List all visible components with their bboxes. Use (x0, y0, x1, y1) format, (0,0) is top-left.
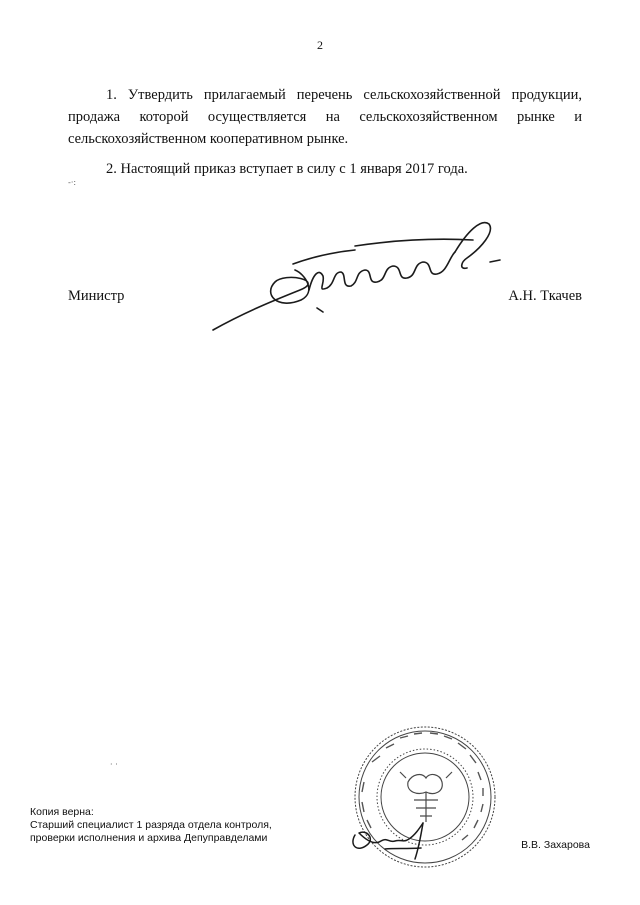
paragraph-2: 2. Настоящий приказ вступает в силу с 1 января 2017 года. (106, 161, 468, 177)
paragraph-1: 1. Утвердить прилагаемый перечень сельскохозяйственной продукции, продажа которой осуществляется на сельскохозяйственном рынке и сельскохозяйственном кооперативном рынке. (68, 87, 582, 147)
scan-speck: · · (110, 760, 118, 769)
copy-certification-line: Старший специалист 1 разряда отдела контроля, (30, 819, 272, 831)
certifier-name: В.В. Захарова (521, 839, 590, 851)
minister-name: А.Н. Ткачев (508, 288, 582, 304)
copy-certification-line: проверки исполнения и архива Депуправделами (30, 832, 268, 844)
copy-certification (30, 806, 320, 845)
copy-certification-line: Копия верна: (30, 806, 94, 818)
scan-speck: -·: (68, 178, 77, 187)
certifier-signature-icon (345, 815, 435, 865)
minister-position: Министр (68, 288, 125, 304)
minister-signature-icon (205, 212, 505, 342)
page-number: 2 (317, 38, 323, 52)
